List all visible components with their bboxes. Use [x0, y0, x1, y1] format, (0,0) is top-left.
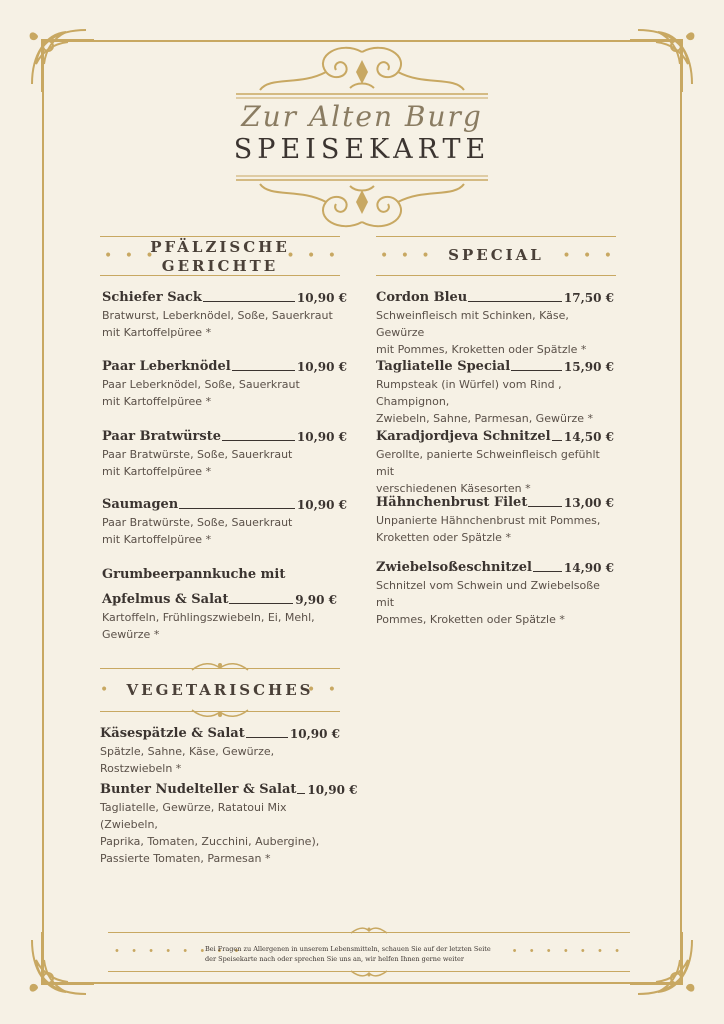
item-description: Rumpsteak (in Würfel) vom Rind , Champignon,: [376, 378, 562, 408]
dots-decoration: • • •: [286, 248, 340, 264]
section-header-vegetarisch: [100, 668, 340, 712]
menu-header: [230, 42, 494, 232]
dots-decoration: • • • • • • • •: [114, 946, 244, 958]
flourish-icon: [190, 708, 250, 718]
item-description: Schnitzel vom Schwein und Zwiebelsoße mit: [376, 579, 600, 609]
item-price: 9,90 €: [295, 593, 337, 607]
item-price: 13,00 €: [563, 496, 614, 510]
leader-line: [552, 440, 562, 441]
item-price: 10,90 €: [289, 727, 340, 741]
menu-item: [102, 429, 347, 480]
item-name: Paar Leberknödel: [102, 359, 231, 374]
dots-decoration: •: [100, 682, 113, 698]
item-name: Zwiebelsoßeschnitzel: [376, 560, 532, 575]
item-name: Cordon Bleu: [376, 290, 468, 305]
menu-item: [376, 560, 614, 628]
item-price: 10,90 €: [296, 430, 347, 444]
divider: [376, 236, 616, 237]
divider: [100, 275, 340, 276]
item-description: mit Pommes, Kroketten oder Spätzle *: [376, 343, 587, 356]
allergen-note: Bei Fragen zu Allergenen in unserem Lebensmitteln, schauen Sie auf der letzten Seite: [205, 945, 491, 953]
menu-item: [100, 782, 358, 867]
item-description: Schweinfleisch mit Schinken, Käse, Gewürze: [376, 309, 569, 339]
leader-line: [511, 370, 562, 371]
item-price: 15,90 €: [563, 360, 614, 374]
leader-line: [528, 506, 562, 507]
item-description: mit Kartoffelpüree *: [102, 465, 212, 478]
dots-decoration: • • •: [562, 248, 616, 264]
item-name: Käsespätzle & Salat: [100, 726, 245, 741]
item-description: mit Kartoffelpüree *: [102, 533, 212, 546]
item-name: Karadjordjeva Schnitzel: [376, 429, 551, 444]
divider: [100, 236, 340, 237]
item-name: Saumagen: [102, 497, 179, 512]
leader-line: [533, 571, 562, 572]
item-price: 10,90 €: [296, 498, 347, 512]
item-description: Kroketten oder Spätzle *: [376, 531, 511, 544]
top-flourish-icon: [230, 42, 494, 102]
corner-ornament-icon: [26, 24, 96, 94]
page-title: SPEISEKARTE: [233, 134, 491, 165]
menu-item: [102, 290, 347, 341]
item-name: Apfelmus & Salat: [102, 592, 229, 607]
item-description: Paar Leberknödel, Soße, Sauerkraut: [102, 378, 300, 391]
item-description: Paar Bratwürste, Soße, Sauerkraut: [102, 448, 293, 461]
item-description: Unpanierte Hähnchenbrust mit Pommes,: [376, 514, 601, 527]
dots-decoration: • • •: [380, 248, 434, 264]
menu-item: [376, 290, 614, 358]
item-description: Tagliatelle, Gewürze, Ratatoui Mix (Zwiebeln,: [100, 801, 287, 831]
item-description: Kartoffeln, Frühlingszwiebeln, Ei, Mehl,: [102, 611, 315, 624]
leader-line: [246, 737, 288, 738]
flourish-icon: [190, 662, 250, 672]
leader-line: [222, 440, 295, 441]
item-name: Hähnchenbrust Filet: [376, 495, 528, 510]
dots-decoration: • •: [307, 682, 340, 698]
menu-item: [100, 726, 340, 777]
dots-decoration: • • • • • • •: [511, 946, 624, 958]
menu-item: [376, 359, 614, 427]
item-name: Paar Bratwürste: [102, 429, 221, 444]
leader-line: [297, 793, 305, 794]
allergen-footer: [108, 932, 630, 972]
menu-item: [102, 567, 340, 643]
item-name: Schiefer Sack: [102, 290, 202, 305]
item-price: 14,90 €: [563, 561, 614, 575]
item-description: verschiedenen Käsesorten *: [376, 482, 531, 495]
menu-item: [376, 495, 614, 546]
menu-item: [376, 429, 614, 497]
item-description: Gewürze *: [102, 628, 160, 641]
corner-ornament-icon: [26, 930, 96, 1000]
flourish-icon: [349, 927, 389, 935]
bottom-flourish-icon: [230, 172, 494, 232]
leader-line: [468, 301, 562, 302]
section-title: VEGETARISCHES: [126, 681, 314, 699]
allergen-note: der Speisekarte nach oder sprechen Sie uns an, wir helfen Ihnen gerne weiter: [205, 955, 464, 963]
divider: [376, 275, 616, 276]
item-description: Paprika, Tomaten, Zucchini, Aubergine),: [100, 835, 320, 848]
item-description: mit Kartoffelpüree *: [102, 395, 212, 408]
item-description: Pommes, Kroketten oder Spätzle *: [376, 613, 565, 626]
leader-line: [232, 370, 295, 371]
item-name: Grumbeerpannkuche mit: [102, 567, 286, 582]
section-title: SPECIAL: [448, 246, 544, 264]
leader-line: [203, 301, 295, 302]
section-header-pfaelzisch: [100, 236, 340, 276]
leader-line: [229, 603, 293, 604]
item-price: 14,50 €: [563, 430, 614, 444]
section-title: GERICHTE: [161, 257, 279, 275]
section-header-special: [376, 236, 616, 276]
item-description: mit Kartoffelpüree *: [102, 326, 212, 339]
flourish-icon: [349, 969, 389, 977]
menu-item: [102, 497, 347, 548]
menu-item: [102, 359, 347, 410]
section-title: PFÄLZISCHE: [150, 238, 290, 256]
item-price: 10,90 €: [296, 360, 347, 374]
item-price: 10,90 €: [296, 291, 347, 305]
item-description: Passierte Tomaten, Parmesan *: [100, 852, 271, 865]
item-description: Spätzle, Sahne, Käse, Gewürze, Rostzwiebeln *: [100, 745, 275, 775]
leader-line: [179, 508, 295, 509]
item-price: 17,50 €: [563, 291, 614, 305]
item-description: Gerollte, panierte Schweinfleisch gefühlt mit: [376, 448, 600, 478]
item-description: Paar Bratwürste, Soße, Sauerkraut: [102, 516, 293, 529]
restaurant-name: Zur Alten Burg: [241, 100, 483, 133]
item-description: Bratwurst, Leberknödel, Soße, Sauerkraut: [102, 309, 333, 322]
item-description: Zwiebeln, Sahne, Parmesan, Gewürze *: [376, 412, 594, 425]
item-name: Bunter Nudelteller & Salat: [100, 782, 297, 797]
item-name: Tagliatelle Special: [376, 359, 511, 374]
item-price: 10,90 €: [307, 783, 358, 797]
dots-decoration: • • •: [104, 248, 158, 264]
corner-ornament-icon: [628, 24, 698, 94]
corner-ornament-icon: [628, 930, 698, 1000]
